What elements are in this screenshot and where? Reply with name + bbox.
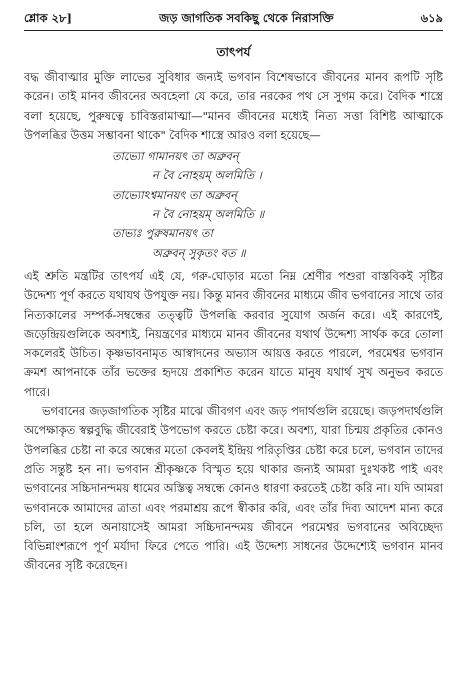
sanskrit-verse (24, 147, 443, 263)
paragraph-material-creation: ভগবানের জড়জাগতিক সৃষ্টির মাঝে জীবগণ এবং জড় পদার্থগুলি রয়েছে। জড়পদার্থগুলি অপেক্ষাকৃত স্বল্পবুদ্ধি জীবেরাই উপভোগ করতে চেষ্টা করে। অবশ্য, যারা চিন্ময় প্রকৃতির কোনও উপলব্ধির চেষ্টা না করে অন্ধের মতো কেবলই ইন্দ্রিয় পরিতৃপ্তির চেষ্টা করে চলে, ভগবান তাদের প্রতি সন্তুষ্ট হন না। ভগবান শ্রীকৃষ্ণকে বিস্মৃত হয়ে থাকার জন্যই আমরা দুঃখকষ্ট পাই এবং ভগবানের সচ্চিদানন্দময় ধামের অস্তিত্ব সম্বন্ধে কোনও ধারণা করতেই চেষ্টা করি না। যদি আমরা ভগবানকে আমাদের ত্রাতা এবং পরমাশ্রয় রূপে স্বীকার করি, এবং তাঁর দিব্য আদেশ মান্য করে চলি, তা হলে অনায়াসেই আমরা সচ্চিদানন্দময় জীবনে পরমেশ্বর ভগবানের অবিচ্ছেদ্য বিভিন্নাংশরূপে পূর্ণ মর্যাদা ফিরে পেতে পারি। এই উদ্দেশ্য সাধনের উদ্দেশ্যেই ভগবান মানব জীবনের সৃষ্টি করেছেন। (24, 404, 443, 573)
paragraph-purport-intro: বদ্ধ জীবাত্মার মুক্তি লাভের সুবিধার জন্যই ভগবান বিশেষভাবে জীবনের মানব রূপটি সৃষ্টি করেন। তাই মানব জীবনের অবহেলা যে করে, তার নরকের পথ সে সুগম করে। বৈদিক শাস্ত্রে বলা হয়েছে, পুরুষত্বে চাবিস্তরামাত্মা—"মানব জীবনের মধ্যেই নিত্য সত্তা বিশিষ্ট আত্মাকে উপলব্ধির উত্তম সম্ভাবনা থাকে" বৈদিক শাস্ত্রে আরও বলা হয়েছে— (24, 70, 443, 142)
verse-reference: শ্লোক ২৮] (24, 11, 72, 25)
section-title: তাৎপর্য (216, 45, 251, 59)
verse-line: তাভ্যো গামানয়ৎ তা অব্রুবন্ (112, 149, 239, 164)
running-header (24, 10, 443, 31)
verse-line: ন বৈ নোহয়ম্ অলমিতি । (152, 168, 262, 183)
verse-line: ন বৈ নোহয়ম্ অলমিতি ॥ (152, 207, 265, 222)
verse-line: তাভ্যোঽশ্বমানয়ৎ তা অব্রুবন্ (112, 187, 237, 202)
verse-line: তাভ্যঃ পুরুষমানয়ৎ তা (112, 226, 213, 241)
chapter-title: জড় জাগতিক সবকিছু থেকে নিরাসক্তি (158, 11, 334, 25)
page-number: ৬১৯ (420, 11, 443, 25)
verse-line: অব্রুবন্ সুকৃতং বত ॥ (152, 245, 246, 260)
paragraph-shruti-meaning: এই শ্রুতি মন্ত্রটির তাৎপর্য এই যে, গরু-ঘোড়ার মতো নিম্ন শ্রেণীর পশুরা বাস্তবিকই সৃষ্টির উদ্দেশ্য পূর্ণ করতে যথাযথ উপযুক্ত নয়। কিন্তু মানব জীবনের মাধ্যমে জীব ভগবানের সাথে তার নিত্যকালের সম্পর্ক-সম্বন্ধের তত্ত্বটি উপলব্ধি করবার সুযোগ অর্জন করে। এই কারণেই, জড়েন্দ্রিয়গুলিকে অবশ্যই, নিয়ন্ত্রণের মাধ্যমে মানব জীবনের যথার্থ উদ্দেশ্য সার্থক করে তোলা সকলেরই উচিত। কৃষ্ণভাবনামৃত আস্বাদনের অভ্যাস আয়ত্ত করতে পারলে, পরমেশ্বর ভগবান ক্রমশ আপনাকে তাঁর ভক্তের হৃদয়ে প্রকাশিত করেন যাতে মানুষ যথার্থ সুখ অনুভব করতে পারে। (24, 268, 443, 399)
